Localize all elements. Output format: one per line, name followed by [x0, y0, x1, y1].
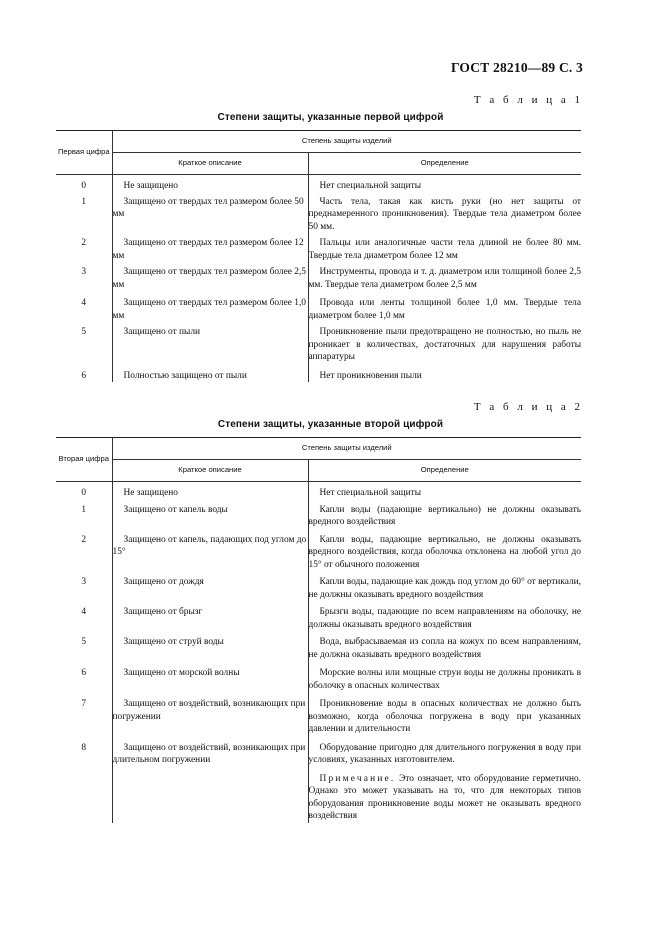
table-row	[56, 266, 581, 297]
table1-col-group: Степень защиты изделий	[112, 131, 581, 153]
row-digit: 3	[56, 266, 112, 297]
row-digit: 2	[56, 534, 112, 577]
table-row	[56, 297, 581, 326]
table-row	[56, 175, 581, 196]
row-description: Защищено от капель, падающих под углом до 15°	[112, 534, 308, 577]
row-description: Защищено от дождя	[112, 576, 308, 606]
table-row	[56, 326, 581, 370]
row-description: Защищено от твердых тел размером более 1,0 мм	[112, 297, 308, 326]
row-description: Защищено от пыли	[112, 326, 308, 370]
row-description: Защищено от струй воды	[112, 636, 308, 667]
table2-label: Т а б л и ц а 2	[473, 401, 583, 413]
row-description: Полностью защищено от пыли	[112, 370, 308, 383]
row-definition: Вода, выбрасываемая из сопла на кожух по всем направлениям, не должна оказывать вредного воздействия	[308, 637, 581, 660]
row-digit: 7	[56, 698, 112, 742]
table-row	[56, 370, 581, 383]
table-row	[56, 606, 581, 636]
table2-col-def: Определение	[308, 460, 581, 482]
table-row	[56, 237, 581, 266]
table1	[56, 130, 581, 382]
table1-col-digit: Первая цифра	[56, 131, 112, 175]
table-row	[56, 196, 581, 238]
table2-body	[56, 482, 581, 823]
row-description: Защищено от капель воды	[112, 504, 308, 534]
row-description: Защищено от воздействий, возникающих при длительном погружении	[112, 742, 308, 823]
row-definition: Провода или ленты толщиной более 1,0 мм. Твердые тела диаметром более 1,0 мм	[308, 298, 581, 321]
row-digit: 5	[56, 636, 112, 667]
row-digit: 4	[56, 606, 112, 636]
table1-label: Т а б л и ц а 1	[473, 94, 583, 106]
row-description: Защищено от брызг	[112, 606, 308, 636]
table2-col-digit: Вторая цифра	[56, 438, 112, 482]
row-description: Не защищено	[112, 175, 308, 196]
table1-col-def: Определение	[308, 153, 581, 175]
table2-col-desc: Краткое описание	[112, 460, 308, 482]
table1-title: Степени защиты, указанные первой цифрой	[217, 112, 444, 123]
table2-title: Степени защиты, указанные второй цифрой	[217, 419, 444, 430]
row-definition: Морские волны или мощные струи воды не должны проникать в оболочку в опасных количествах	[308, 668, 581, 691]
row-definition: Нет специальной защиты	[319, 181, 422, 191]
page-header: ГОСТ 28210—89 С. 3	[450, 60, 583, 75]
row-digit: 6	[56, 667, 112, 698]
row-digit: 6	[56, 370, 112, 383]
row-digit: 5	[56, 326, 112, 370]
row-definition: Часть тела, такая как кисть руки (но нет защиты от преднамеренного проникновения). Твердые тела диаметром более 50 мм.	[308, 196, 581, 232]
row-digit: 4	[56, 297, 112, 326]
row-definition: Капли воды (падающие вертикально) не должны оказывать вредного воздействия	[308, 504, 581, 527]
row-digit: 8	[56, 742, 112, 823]
row-description: Защищено от твердых тел размером более 2,5 мм	[112, 266, 308, 297]
note-label: Примечание.	[319, 773, 396, 784]
row-definition: Капли воды, падающие вертикально, не должны оказывать вредного воздействия, когда оболочка отклонена на любой угол до 15° от обычного положения	[308, 534, 581, 570]
row-digit: 1	[56, 196, 112, 238]
table2	[56, 437, 581, 823]
table-row	[56, 534, 581, 577]
row-definition: Инструменты, провода и т. д. диаметром или толщиной более 2,5 мм. Твердые тела диаметром более 2,5 мм	[308, 267, 581, 290]
row-definition: Проникновение воды в опасных количествах не должно быть возможно, когда оболочка погружена в воду при указанных давлении и длительности	[308, 699, 581, 734]
row-definition: Брызги воды, падающие по всем направлениям на оболочку, не должны оказывать вредного воздействия	[308, 607, 581, 630]
table-row	[56, 482, 581, 504]
table-row	[56, 576, 581, 606]
row-digit: 0	[56, 482, 112, 504]
note	[309, 773, 582, 823]
row-definition	[308, 742, 581, 823]
row-definition: Нет специальной защиты	[319, 488, 422, 498]
table2-col-group: Степень защиты изделий	[112, 438, 581, 460]
row-description: Защищено от твердых тел размером более 50 мм	[112, 196, 308, 238]
table-row	[56, 698, 581, 742]
row-description: Защищено от морской волны	[112, 667, 308, 698]
row-definition: Проникновение пыли предотвращено не полностью, но пыль не проникает в количествах, достаточных для нарушения работы аппаратуры	[308, 327, 581, 362]
row-description: Не защищено	[112, 482, 308, 504]
row-description: Защищено от воздействий, возникающих при погружении	[112, 698, 308, 742]
table1-col-desc: Краткое описание	[112, 153, 308, 175]
table-row	[56, 667, 581, 698]
note-text: Это означает, что оборудование герметично. Однако это может указывать на то, что для некоторых типов оборудования проникновение воды может не оказывать вредного воздействия	[308, 773, 581, 821]
table-row	[56, 742, 581, 823]
table-row	[56, 504, 581, 534]
row-digit: 2	[56, 237, 112, 266]
row-definition: Капли воды, падающие как дождь под углом до 60° от вертикали, не должны оказывать вредного воздействия	[308, 577, 581, 600]
row-definition: Пальцы или аналогичные части тела длиной не более 80 мм. Твердые тела диаметром более 12 мм	[308, 238, 581, 261]
row-definition: Нет проникновения пыли	[319, 370, 422, 381]
row-digit: 0	[56, 175, 112, 196]
row-description: Защищено от твердых тел размером более 12 мм	[112, 237, 308, 266]
table1-body	[56, 175, 581, 383]
table-row	[56, 636, 581, 667]
row-digit: 1	[56, 504, 112, 534]
row-definition-text: Оборудование пригодно для длительного погружения в воду при условиях, указанных изготовителем.	[308, 742, 581, 765]
row-digit: 3	[56, 576, 112, 606]
